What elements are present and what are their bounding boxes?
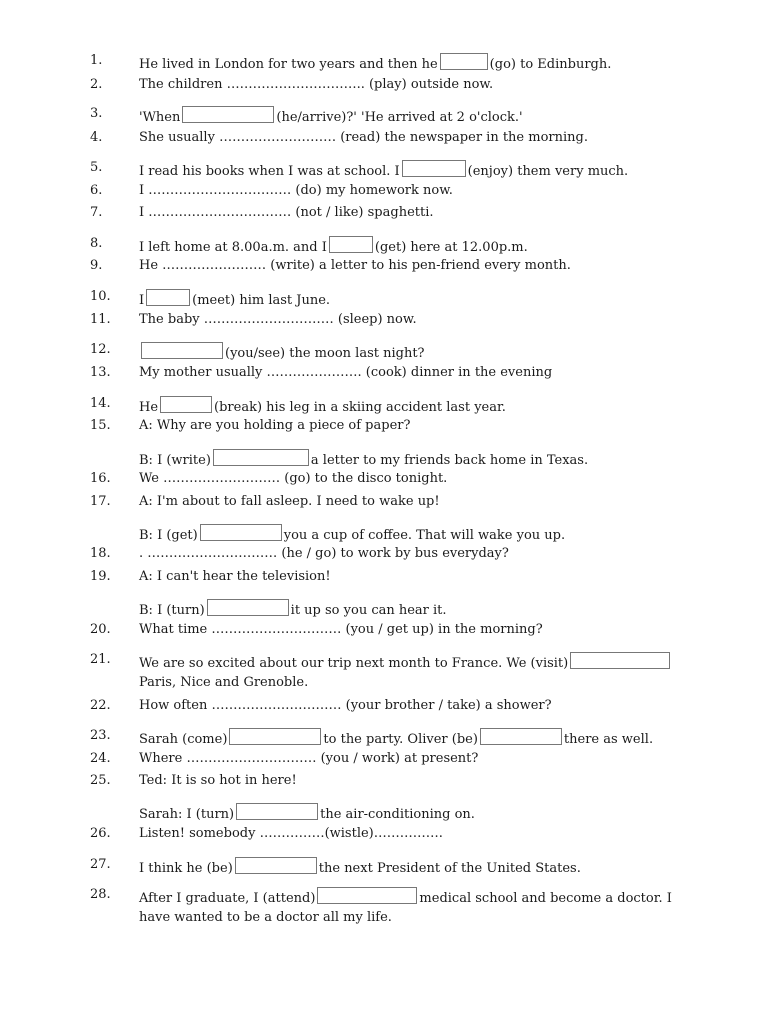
- answer-box-3[interactable]: [182, 106, 274, 123]
- answer-box-15[interactable]: [213, 449, 309, 466]
- worksheet-page: 1. He lived in London for two years and then he (go) to Edinburgh. 2. The children ………………………….. (play) outside now. 3. 'When (he/arrive)?' 'He arrived at 2 o'clock.' 4. She usually ……………………… (read) the newspaper in the morning. 5. I read his books when I was at school. I (enjoy) them very much. 6. I …………………………… (do) my homework now. 7. I …………………………… (not / like) spaghetti. 8. I left home at 8.00a.m. and I (get) here at 12.00p.m. 9. He …………………… (write) a letter to his pen-friend every month. 10. I (meet) him last June. 11. The baby ………………………… (sleep) now. 12. (you/see) the moon last night? 13. My mother usually …………………. (cook) dinner in the evening 14. He (break) his leg in a skiing accident last year. 15. A: Why are you holding a piece of paper? B: I (write) a letter to my friends back home in Texas. 16. We ……………………… (go) to the disco tonight. 17. A: I'm about to fall asleep. I need to wake up! B: I (get) you a cup of coffee. That will wake you up. 18. . ………………………… (he / go) to work by bus everyday? 19. A: I can't hear the television! B: I (turn) it up so you can hear it. 20. What time ………………………… (you / get up) in the morning? 21. We are so excited about our trip next month to France. We (visit) Paris, Nice and Grenoble. 22. How often ………………………… (your brother / take) a shower? 23. Sarah (come) to the party. Oliver (be) there as well. 24. Where ………………………… (you / work) at present? 25. Ted: It is so hot in here! Sarah: I (turn) the air-conditioning on. 26. Listen! somebody ……………(wistle)……………. 27. I think he (be) the next President of the United States. 28. After I graduate, I (attend) medical school and become a doctor. I have wanted to be a doctor all my life.: [90, 53, 672, 925]
- answer-box-28[interactable]: [317, 887, 417, 904]
- answer-box-21[interactable]: [570, 652, 670, 669]
- answer-box-19[interactable]: [207, 599, 289, 616]
- answer-box-5[interactable]: [402, 160, 466, 177]
- answer-box-10[interactable]: [146, 289, 190, 306]
- answer-box-23b[interactable]: [480, 728, 562, 745]
- answer-box-25[interactable]: [236, 803, 318, 820]
- answer-box-27[interactable]: [235, 857, 317, 874]
- answer-box-12[interactable]: [141, 342, 223, 359]
- answer-box-23a[interactable]: [229, 728, 321, 745]
- answer-box-14[interactable]: [160, 396, 212, 413]
- answer-box-8[interactable]: [329, 236, 373, 253]
- answer-box-17[interactable]: [200, 524, 282, 541]
- answer-box-1[interactable]: [440, 53, 488, 70]
